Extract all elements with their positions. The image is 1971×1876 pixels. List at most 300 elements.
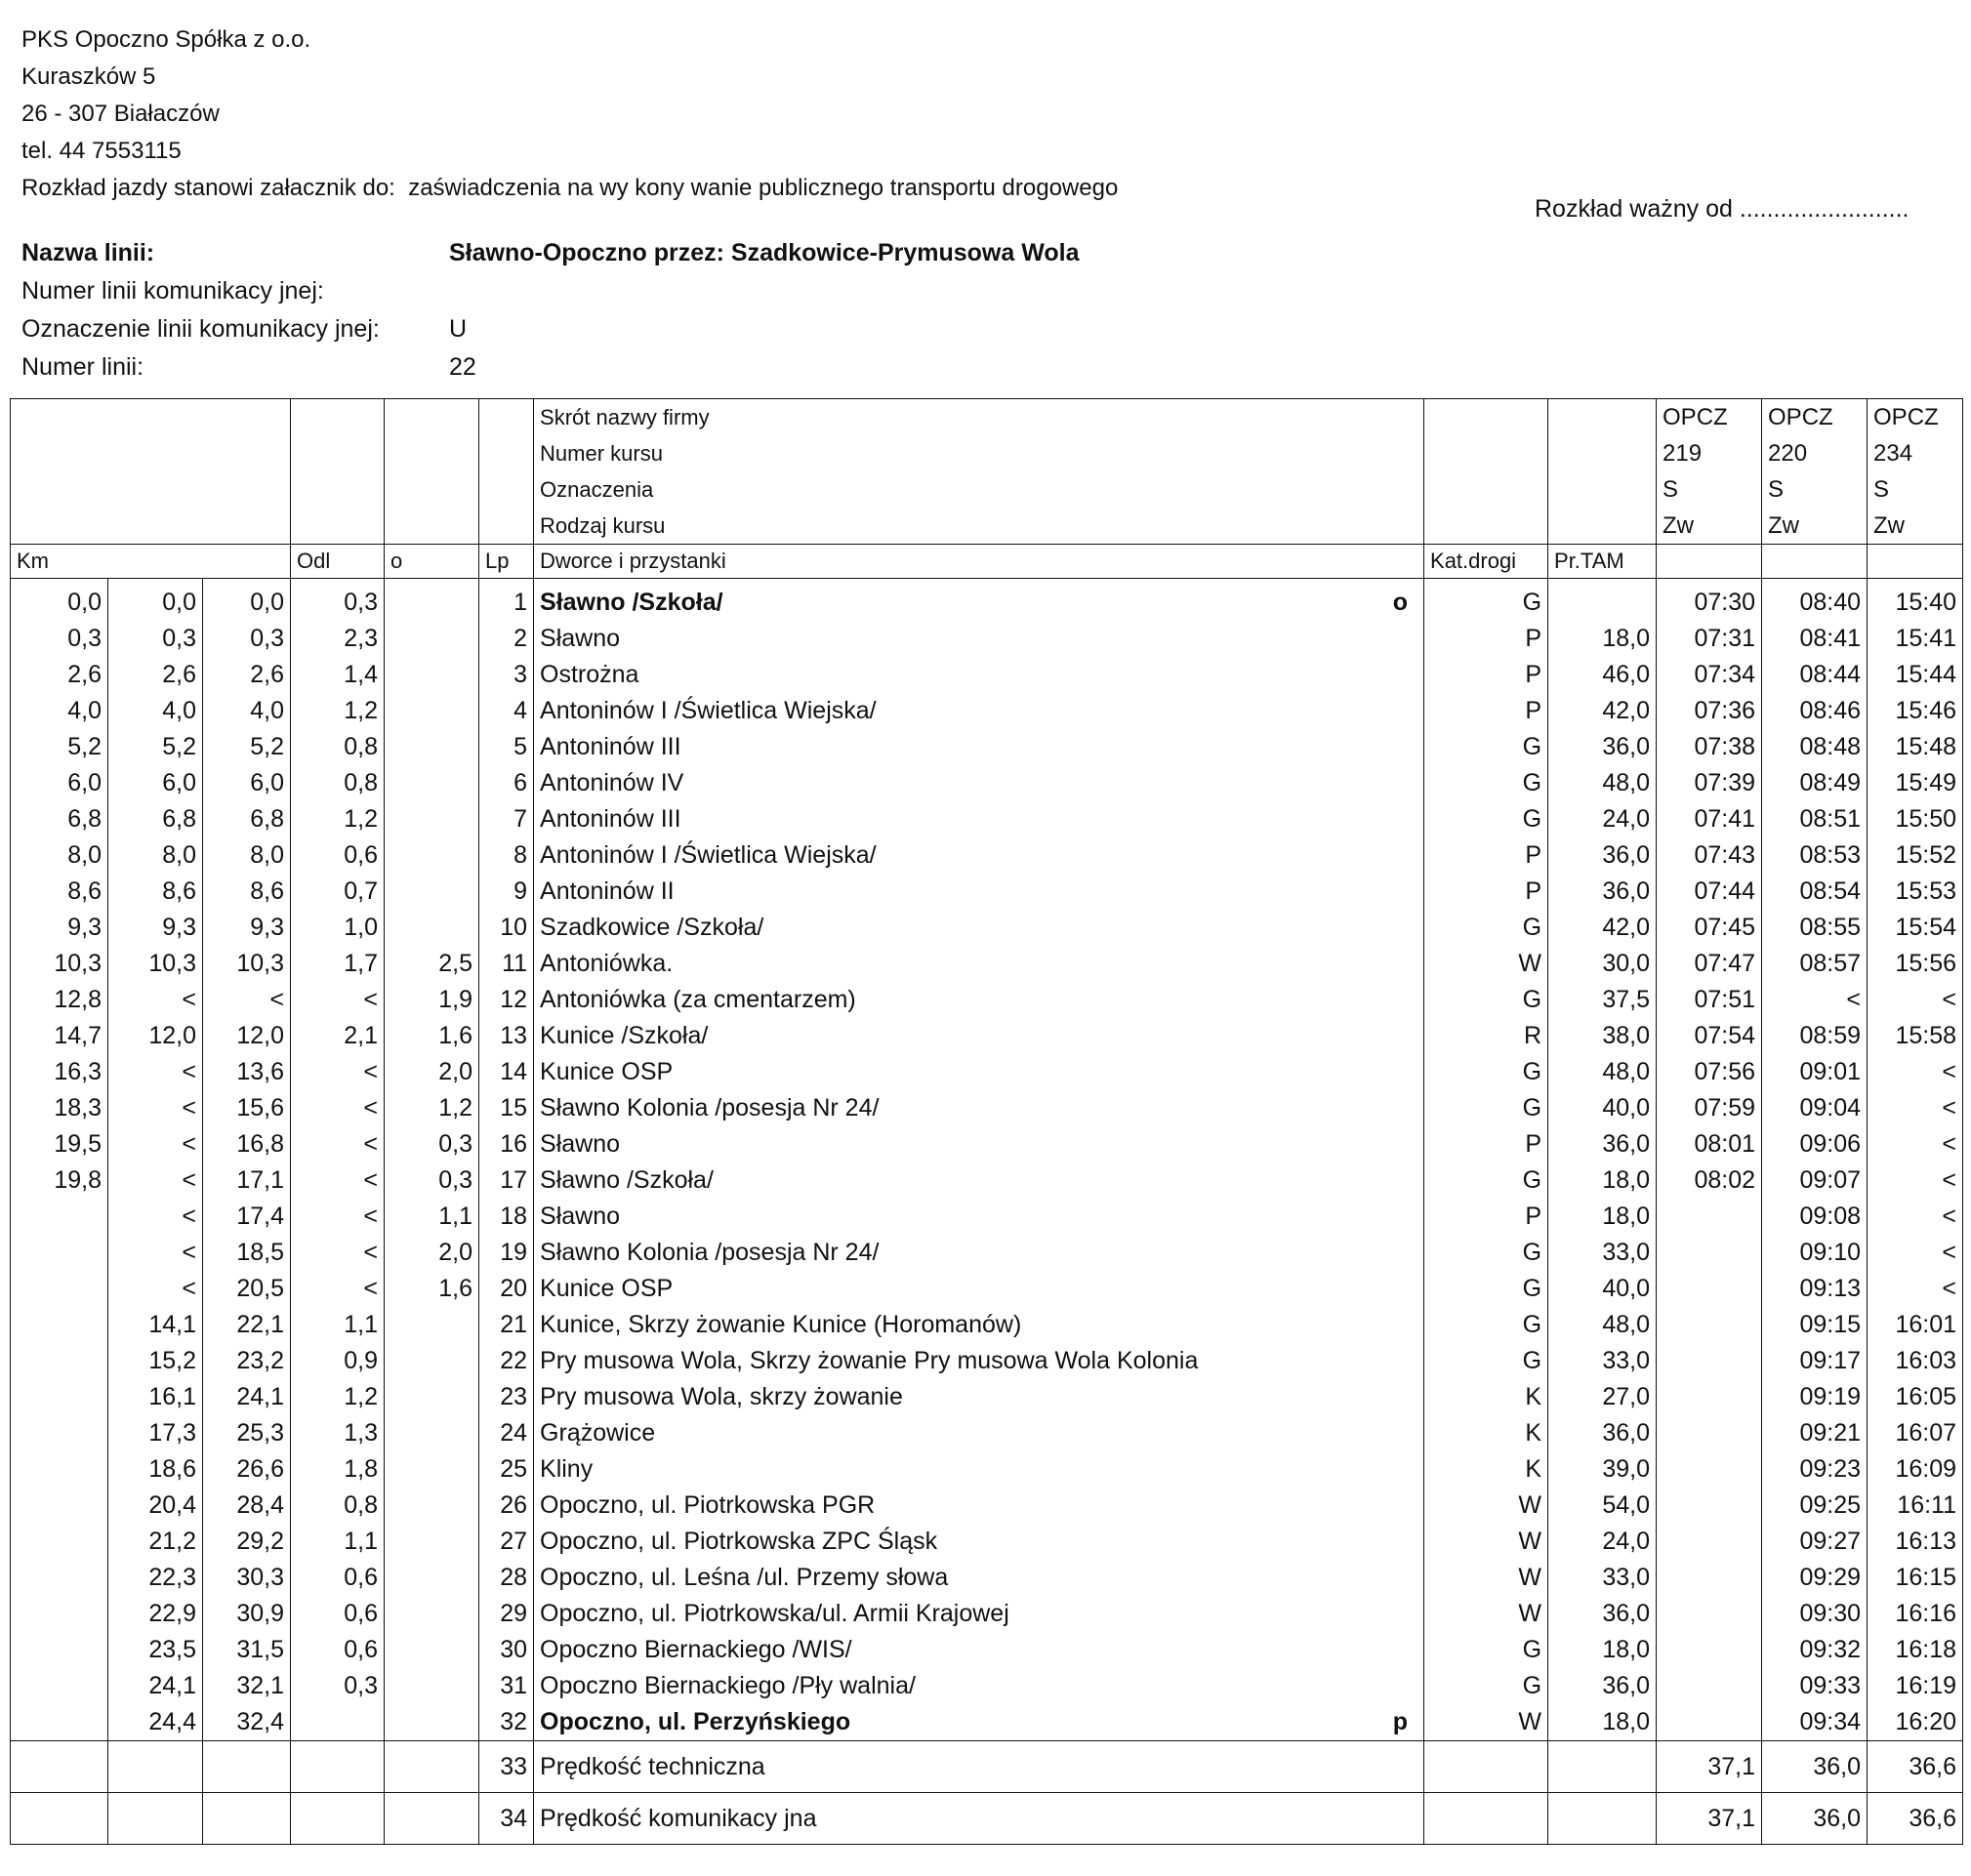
cell-km-3: 6,0	[203, 765, 291, 801]
stop-cell	[534, 946, 1424, 982]
cell-o	[385, 1488, 479, 1524]
course-1-mark: S	[1663, 476, 1679, 503]
cell-road: G	[1424, 1343, 1548, 1379]
cell-tam: 36,0	[1548, 874, 1657, 910]
cell-odl: <	[291, 1162, 385, 1199]
cell-lp: 30	[479, 1632, 534, 1668]
cell-road: P	[1424, 693, 1548, 729]
cell-o: 0,3	[385, 1126, 479, 1162]
cell-time-2: 08:40	[1762, 579, 1868, 622]
cell-km-3: 31,5	[203, 1632, 291, 1668]
stop-mark	[1408, 765, 1417, 801]
stop-name: Sławno	[540, 1130, 621, 1158]
cell-km-3: 13,6	[203, 1054, 291, 1090]
cell-km-3: 8,0	[203, 837, 291, 874]
cell-km-2: <	[108, 1054, 203, 1090]
cell-tam: 33,0	[1548, 1235, 1657, 1271]
cell-odl	[291, 1704, 385, 1741]
cell-km-2: 2,6	[108, 657, 203, 693]
cell-o: 2,0	[385, 1235, 479, 1271]
stop-mark	[1408, 1343, 1417, 1379]
cell-lp: 25	[479, 1451, 534, 1488]
cell-km-3: 23,2	[203, 1343, 291, 1379]
cell-time-3: 16:13	[1868, 1524, 1963, 1560]
stop-name: Opoczno, ul. Piotrkowska ZPC Śląsk	[540, 1528, 938, 1555]
cell-o	[385, 729, 479, 765]
cell-km-1: 9,3	[11, 910, 108, 946]
cell-time-1	[1657, 1199, 1762, 1235]
cell-km-2: 4,0	[108, 693, 203, 729]
table-row	[11, 1451, 1963, 1488]
cell-km-1	[11, 1199, 108, 1235]
cell-km-2: 0,0	[108, 579, 203, 622]
cell-road: G	[1424, 1090, 1548, 1126]
table-row	[11, 1704, 1963, 1741]
cell-lp: 20	[479, 1271, 534, 1307]
table-row	[11, 1488, 1963, 1524]
cell-km-1	[11, 1704, 108, 1741]
table-row	[11, 874, 1963, 910]
stop-name: Sławno /Szkoła/	[540, 589, 723, 616]
cell-time-3: 16:20	[1868, 1704, 1963, 1741]
cell-road: P	[1424, 1199, 1548, 1235]
cell-time-2: <	[1762, 982, 1868, 1018]
stop-cell	[534, 1524, 1424, 1560]
summary-value-3: 36,6	[1868, 1741, 1963, 1793]
stop-cell	[534, 1343, 1424, 1379]
cell-km-1	[11, 1524, 108, 1560]
stop-cell	[534, 1560, 1424, 1596]
cell-odl: 0,8	[291, 729, 385, 765]
cell-o	[385, 1668, 479, 1704]
stop-cell	[534, 1307, 1424, 1343]
cell-lp: 22	[479, 1343, 534, 1379]
stop-mark	[1408, 1235, 1417, 1271]
table-row	[11, 1668, 1963, 1704]
column-header-row	[11, 545, 1963, 579]
cell-road: W	[1424, 946, 1548, 982]
cell-time-1: 07:41	[1657, 801, 1762, 837]
cell-time-3: 15:48	[1868, 729, 1963, 765]
cell-o	[385, 1379, 479, 1415]
cell-road: G	[1424, 910, 1548, 946]
cell-km-3: 4,0	[203, 693, 291, 729]
cell-lp: 11	[479, 946, 534, 982]
cell-road: G	[1424, 1632, 1548, 1668]
cell-tam: 18,0	[1548, 1199, 1657, 1235]
cell-time-1: 07:39	[1657, 765, 1762, 801]
cell-time-2: 09:23	[1762, 1451, 1868, 1488]
stop-cell	[534, 1199, 1424, 1235]
stop-cell	[534, 1018, 1424, 1054]
cell-time-3: 15:41	[1868, 621, 1963, 657]
cell-time-3: 15:54	[1868, 910, 1963, 946]
stop-name: Sławno Kolonia /posesja Nr 24/	[540, 1094, 880, 1122]
cell-km-2: <	[108, 1271, 203, 1307]
cell-km-3: 15,6	[203, 1090, 291, 1126]
cell-time-2: 08:54	[1762, 874, 1868, 910]
cell-km-1	[11, 1379, 108, 1415]
stop-mark	[1408, 1271, 1417, 1307]
course-labels	[534, 399, 1424, 545]
cell-lp: 26	[479, 1488, 534, 1524]
cell-time-3: 16:09	[1868, 1451, 1963, 1488]
cell-km-3: 5,2	[203, 729, 291, 765]
cell-tam: 48,0	[1548, 1054, 1657, 1090]
cell-o	[385, 1560, 479, 1596]
cell-lp: 28	[479, 1560, 534, 1596]
cell-time-2: 08:44	[1762, 657, 1868, 693]
cell-km-3: 28,4	[203, 1488, 291, 1524]
stop-cell	[534, 801, 1424, 837]
stop-cell	[534, 729, 1424, 765]
cell-tam: 27,0	[1548, 1379, 1657, 1415]
cell-time-1: 07:44	[1657, 874, 1762, 910]
header-odl: Odl	[291, 545, 385, 579]
cell-time-3: 16:07	[1868, 1415, 1963, 1451]
cell-tam: 18,0	[1548, 1162, 1657, 1199]
cell-tam: 24,0	[1548, 801, 1657, 837]
cell-time-3: <	[1868, 1126, 1963, 1162]
cell-time-1: 07:31	[1657, 621, 1762, 657]
stop-cell	[534, 1162, 1424, 1199]
cell-time-1: 07:56	[1657, 1054, 1762, 1090]
stop-name: Kunice, Skrzy żowanie Kunice (Horomanów)	[540, 1311, 1022, 1338]
cell-road: G	[1424, 801, 1548, 837]
header-o: o	[385, 545, 479, 579]
cell-time-2: 09:07	[1762, 1162, 1868, 1199]
designation-label: Oznaczenie linii komunikacy jnej:	[21, 315, 380, 343]
cell-time-1: 08:02	[1657, 1162, 1762, 1199]
stop-cell	[534, 1090, 1424, 1126]
cell-time-3: <	[1868, 1162, 1963, 1199]
header-km: Km	[11, 545, 291, 579]
cell-time-3: 16:15	[1868, 1560, 1963, 1596]
cell-km-1: 6,8	[11, 801, 108, 837]
stop-cell	[534, 1379, 1424, 1415]
line-number-value: 22	[449, 353, 476, 381]
stop-name: Antoninów I /Świetlica Wiejska/	[540, 841, 877, 869]
stop-name: Szadkowice /Szkoła/	[540, 914, 764, 941]
table-row	[11, 1379, 1963, 1415]
cell-o	[385, 1596, 479, 1632]
cell-km-2: 16,1	[108, 1379, 203, 1415]
cell-o: 2,5	[385, 946, 479, 982]
cell-km-1: 8,0	[11, 837, 108, 874]
course-3	[1868, 399, 1963, 545]
cell-time-3: 16:05	[1868, 1379, 1963, 1415]
cell-time-3: 15:49	[1868, 765, 1963, 801]
cell-time-1: 07:45	[1657, 910, 1762, 946]
cell-odl: 1,8	[291, 1451, 385, 1488]
cell-road: P	[1424, 657, 1548, 693]
label-firm: Skrót nazwy firmy	[540, 405, 710, 429]
cell-tam: 24,0	[1548, 1524, 1657, 1560]
cell-tam: 40,0	[1548, 1271, 1657, 1307]
cell-odl: 0,8	[291, 765, 385, 801]
stop-cell	[534, 1126, 1424, 1162]
summary-label: Prędkość komunikacy jna	[534, 1793, 1424, 1845]
table-row	[11, 1307, 1963, 1343]
course-header-row	[11, 399, 1963, 545]
cell-tam: 33,0	[1548, 1343, 1657, 1379]
course-3-kind: Zw	[1873, 512, 1906, 539]
cell-time-1	[1657, 1632, 1762, 1668]
cell-time-2: 08:53	[1762, 837, 1868, 874]
cell-time-1	[1657, 1343, 1762, 1379]
cell-km-2: 12,0	[108, 1018, 203, 1054]
table-row	[11, 1271, 1963, 1307]
cell-tam: 36,0	[1548, 1596, 1657, 1632]
cell-o	[385, 801, 479, 837]
cell-lp: 3	[479, 657, 534, 693]
cell-time-1	[1657, 1307, 1762, 1343]
cell-time-1: 07:34	[1657, 657, 1762, 693]
cell-lp: 12	[479, 982, 534, 1018]
cell-time-1: 07:38	[1657, 729, 1762, 765]
table-row	[11, 1632, 1963, 1668]
cell-km-2: 10,3	[108, 946, 203, 982]
cell-tam: 36,0	[1548, 729, 1657, 765]
attachment-note: Rozkład jazdy stanowi załacznik do: zaświadczenia na wy kony wanie publicznego transportu drogowego	[21, 175, 1119, 201]
summary-value-1: 37,1	[1657, 1741, 1762, 1793]
summary-lp: 33	[479, 1741, 534, 1793]
cell-time-1	[1657, 1524, 1762, 1560]
cell-km-1: 19,8	[11, 1162, 108, 1199]
cell-km-3: <	[203, 982, 291, 1018]
cell-road: G	[1424, 1162, 1548, 1199]
cell-km-3: 30,9	[203, 1596, 291, 1632]
stop-cell	[534, 693, 1424, 729]
cell-km-2: 9,3	[108, 910, 203, 946]
cell-tam: 18,0	[1548, 1632, 1657, 1668]
cell-km-3: 0,0	[203, 579, 291, 622]
table-row	[11, 693, 1963, 729]
cell-km-1	[11, 1271, 108, 1307]
cell-lp: 13	[479, 1018, 534, 1054]
cell-odl: 2,1	[291, 1018, 385, 1054]
stop-mark	[1408, 1451, 1417, 1488]
cell-o: 1,6	[385, 1018, 479, 1054]
cell-time-1	[1657, 1379, 1762, 1415]
course-1-number: 219	[1663, 440, 1703, 467]
cell-lp: 19	[479, 1235, 534, 1271]
cell-time-2: 09:25	[1762, 1488, 1868, 1524]
cell-km-1	[11, 1488, 108, 1524]
table-row	[11, 1560, 1963, 1596]
label-marks: Oznaczenia	[540, 477, 654, 502]
cell-km-2: 18,6	[108, 1451, 203, 1488]
stop-cell	[534, 1596, 1424, 1632]
cell-km-3: 25,3	[203, 1415, 291, 1451]
stop-cell	[534, 837, 1424, 874]
stop-name: Pry musowa Wola, skrzy żowanie	[540, 1383, 903, 1410]
cell-time-2: 09:06	[1762, 1126, 1868, 1162]
cell-time-2: 09:27	[1762, 1524, 1868, 1560]
course-3-firm: OPCZ	[1873, 404, 1939, 430]
stop-mark	[1408, 946, 1417, 982]
cell-time-1	[1657, 1271, 1762, 1307]
stop-cell	[534, 1668, 1424, 1704]
cell-time-1: 07:51	[1657, 982, 1762, 1018]
cell-road: W	[1424, 1560, 1548, 1596]
table-row	[11, 1018, 1963, 1054]
cell-km-1	[11, 1632, 108, 1668]
cell-tam: 46,0	[1548, 657, 1657, 693]
cell-time-3: <	[1868, 1054, 1963, 1090]
cell-time-3: 16:18	[1868, 1632, 1963, 1668]
cell-km-2: 8,6	[108, 874, 203, 910]
cell-odl: 1,4	[291, 657, 385, 693]
cell-tam: 36,0	[1548, 1415, 1657, 1451]
cell-odl: 0,7	[291, 874, 385, 910]
table-row	[11, 1054, 1963, 1090]
cell-o	[385, 1704, 479, 1741]
stop-mark	[1408, 1379, 1417, 1415]
company-street: Kuraszków 5	[21, 63, 156, 90]
cell-road: P	[1424, 1126, 1548, 1162]
cell-km-3: 9,3	[203, 910, 291, 946]
cell-road: G	[1424, 982, 1548, 1018]
cell-odl: 1,3	[291, 1415, 385, 1451]
stop-name: Kunice OSP	[540, 1275, 674, 1302]
cell-o: 1,9	[385, 982, 479, 1018]
cell-time-2: 09:30	[1762, 1596, 1868, 1632]
stop-name: Antoninów III	[540, 805, 681, 833]
cell-o	[385, 1307, 479, 1343]
cell-lp: 1	[479, 579, 534, 622]
cell-o	[385, 621, 479, 657]
cell-odl: 1,1	[291, 1524, 385, 1560]
cell-time-2: 09:13	[1762, 1271, 1868, 1307]
table-row	[11, 1343, 1963, 1379]
table-row	[11, 1235, 1963, 1271]
stop-name: Antoniówka.	[540, 950, 674, 977]
stop-cell	[534, 1415, 1424, 1451]
table-row	[11, 1524, 1963, 1560]
cell-time-3: 16:03	[1868, 1343, 1963, 1379]
cell-odl: 1,1	[291, 1307, 385, 1343]
course-3-mark: S	[1873, 476, 1890, 503]
course-2-firm: OPCZ	[1768, 404, 1833, 430]
cell-lp: 10	[479, 910, 534, 946]
cell-km-3: 12,0	[203, 1018, 291, 1054]
stop-name: Opoczno Biernackiego /WIS/	[540, 1636, 852, 1663]
cell-time-1	[1657, 1488, 1762, 1524]
cell-km-1: 14,7	[11, 1018, 108, 1054]
cell-km-1: 8,6	[11, 874, 108, 910]
stop-name: Opoczno, ul. Leśna /ul. Przemy słowa	[540, 1564, 949, 1591]
cell-km-3: 0,3	[203, 621, 291, 657]
cell-o	[385, 874, 479, 910]
stop-mark	[1408, 910, 1417, 946]
stop-mark	[1408, 1090, 1417, 1126]
cell-road: P	[1424, 874, 1548, 910]
stop-mark: o	[1392, 589, 1409, 616]
line-number-label: Numer linii:	[21, 353, 144, 381]
cell-km-1: 16,3	[11, 1054, 108, 1090]
cell-road: P	[1424, 621, 1548, 657]
stop-name: Antoninów I /Świetlica Wiejska/	[540, 697, 877, 724]
stop-mark	[1408, 693, 1417, 729]
stop-name: Kunice /Szkoła/	[540, 1022, 709, 1049]
header-tam: Pr.TAM	[1548, 545, 1657, 579]
header-stops: Dworce i przystanki	[534, 545, 1424, 579]
cell-km-2: 24,4	[108, 1704, 203, 1741]
cell-time-2: 08:41	[1762, 621, 1868, 657]
cell-km-2: 6,0	[108, 765, 203, 801]
cell-road: G	[1424, 1271, 1548, 1307]
cell-km-3: 24,1	[203, 1379, 291, 1415]
cell-km-1	[11, 1451, 108, 1488]
cell-km-1: 0,3	[11, 621, 108, 657]
stop-cell	[534, 1488, 1424, 1524]
cell-km-1: 0,0	[11, 579, 108, 622]
stop-name: Sławno	[540, 1203, 621, 1230]
cell-km-3: 18,5	[203, 1235, 291, 1271]
cell-time-3: 15:53	[1868, 874, 1963, 910]
summary-value-2: 36,0	[1762, 1793, 1868, 1845]
summary-lp: 34	[479, 1793, 534, 1845]
cell-o: 1,2	[385, 1090, 479, 1126]
cell-odl: 1,2	[291, 801, 385, 837]
cell-km-2: 24,1	[108, 1668, 203, 1704]
cell-time-2: 09:08	[1762, 1199, 1868, 1235]
cell-km-3: 32,1	[203, 1668, 291, 1704]
cell-time-3: 15:46	[1868, 693, 1963, 729]
cell-tam: 42,0	[1548, 910, 1657, 946]
cell-km-3: 16,8	[203, 1126, 291, 1162]
cell-km-2: 23,5	[108, 1632, 203, 1668]
table-row	[11, 621, 1963, 657]
cell-km-1: 6,0	[11, 765, 108, 801]
cell-road: G	[1424, 1235, 1548, 1271]
label-course-kind: Rodzaj kursu	[540, 513, 666, 538]
cell-km-1: 12,8	[11, 982, 108, 1018]
stop-cell	[534, 1235, 1424, 1271]
cell-time-2: 09:19	[1762, 1379, 1868, 1415]
table-row	[11, 765, 1963, 801]
cell-km-2: 20,4	[108, 1488, 203, 1524]
cell-road: W	[1424, 1524, 1548, 1560]
stop-mark	[1408, 1488, 1417, 1524]
cell-tam: 54,0	[1548, 1488, 1657, 1524]
label-course-number: Numer kursu	[540, 441, 663, 466]
cell-time-1	[1657, 1415, 1762, 1451]
cell-road: G	[1424, 1668, 1548, 1704]
course-2-number: 220	[1768, 440, 1808, 467]
cell-time-2: 08:48	[1762, 729, 1868, 765]
cell-lp: 27	[479, 1524, 534, 1560]
stop-cell	[534, 910, 1424, 946]
cell-tam: 36,0	[1548, 1126, 1657, 1162]
cell-time-1: 07:36	[1657, 693, 1762, 729]
stop-cell	[534, 1632, 1424, 1668]
table-row	[11, 657, 1963, 693]
cell-time-3: 16:11	[1868, 1488, 1963, 1524]
cell-road: P	[1424, 837, 1548, 874]
cell-odl: 0,6	[291, 1560, 385, 1596]
cell-km-3: 30,3	[203, 1560, 291, 1596]
stop-mark	[1408, 1668, 1417, 1704]
stop-mark	[1408, 657, 1417, 693]
cell-road: K	[1424, 1415, 1548, 1451]
timetable	[10, 398, 1963, 1845]
summary-label: Prędkość techniczna	[534, 1741, 1424, 1793]
cell-o	[385, 765, 479, 801]
cell-tam: 30,0	[1548, 946, 1657, 982]
cell-road: K	[1424, 1451, 1548, 1488]
